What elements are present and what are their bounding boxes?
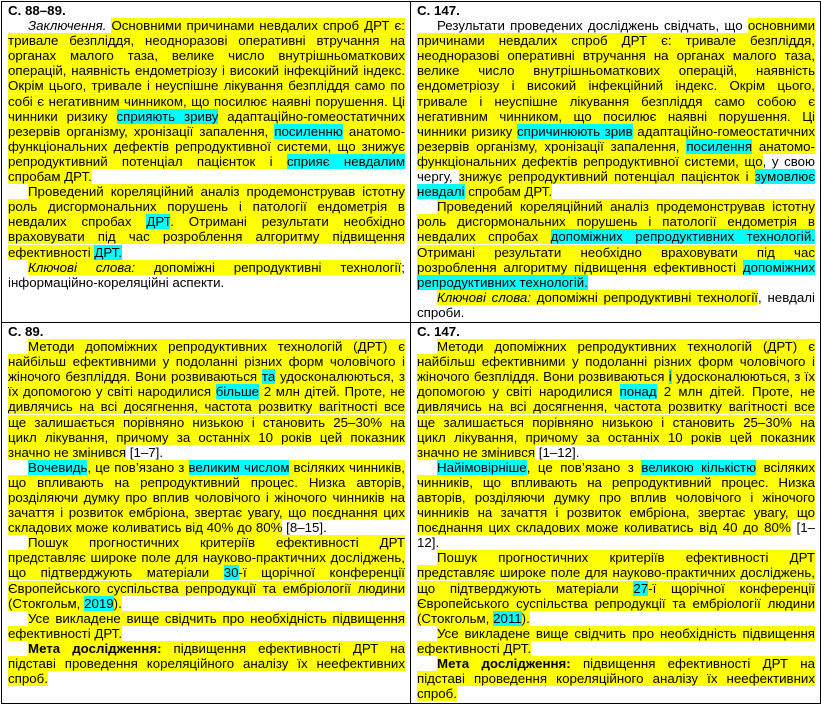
matching-text: допоміжні репродуктивні технології bbox=[135, 259, 402, 275]
paragraph bbox=[8, 535, 405, 610]
matching-text: Мета дослідження: bbox=[437, 656, 571, 672]
changed-text: сприяють зриву bbox=[116, 108, 219, 124]
matching-text: адаптаційно-гомеостатичних резервів організму, хронізації запалення, bbox=[8, 108, 405, 139]
matching-text: всіляких чинників, що впливають на репродуктивний процес. Низка авторів, розділяючи думку про вплив чоловічого і жіночого чинників на зачаття і розвиток ембріона, звертає увагу, що поєднання цих складових може коливатись від 40 до 80% bbox=[417, 459, 815, 536]
matching-text: ). bbox=[521, 610, 530, 626]
matching-text: адаптаційно-гомеостатичних резервів організму, хронізації запалення, bbox=[417, 123, 815, 154]
matching-text: удосконалюються, з їх допомогою у світі народилися bbox=[417, 369, 815, 400]
paragraph bbox=[417, 290, 815, 320]
plain-text: [1–12]. bbox=[417, 520, 816, 551]
changed-text: Вочевидь bbox=[28, 459, 88, 475]
matching-text: підвищення ефективності ДРТ на підставі проведення кореляційного аналізу їх неефективних спроб. bbox=[8, 640, 405, 687]
plain-text: [1–7]. bbox=[126, 444, 164, 460]
paragraph bbox=[417, 199, 815, 290]
cell-text bbox=[417, 339, 815, 701]
cell-text bbox=[417, 18, 815, 320]
matching-text: підвищення ефективності ДРТ на підставі проведення кореляційного аналізу їх неефективних спроб. bbox=[417, 656, 815, 702]
changed-text: Найімовірніше bbox=[437, 459, 527, 475]
plain-text: ; інформаційно-кореляційні аспекти. bbox=[8, 259, 405, 290]
matching-text: Проведений кореляційний аналіз продемонстрував істотну роль дисгормональних порушень і патології ендометрія в невдалих спробах bbox=[8, 184, 405, 230]
matching-text: , це пов’язано з bbox=[87, 459, 189, 475]
source-page-label: С. 147. bbox=[417, 323, 460, 339]
paragraph bbox=[417, 656, 815, 701]
comparison-table bbox=[1, 1, 821, 704]
paragraph bbox=[417, 460, 815, 551]
plain-text: Заключення. bbox=[28, 18, 112, 34]
matching-text: Методи допоміжних репродуктивних технологій (ДРТ) є найбільш ефективними у подоланні різних форм чоловічого і жіночого безпліддя. Вони розвиваються bbox=[8, 339, 405, 385]
matching-text: ). bbox=[113, 595, 122, 611]
matching-text: Проведений кореляційний аналіз продемонстрував істотну роль дисгормональних порушень і патології ендометрія в невдалих спробах bbox=[417, 199, 815, 245]
paragraph bbox=[417, 339, 815, 460]
changed-text: ДРТ bbox=[146, 214, 171, 230]
right-cell bbox=[411, 322, 821, 703]
matching-text: -ї щорічної конференції Європейського суспільства репродукції та ембріології людини (Стокгольм, bbox=[8, 565, 405, 611]
changed-text: посиленню bbox=[274, 123, 343, 139]
matching-text: Ключові слова: bbox=[437, 289, 531, 305]
matching-text: всіляких чинників, що впливають на репродуктивний процес. Низка авторів, розділяючи думку про вплив чоловічого і жіночого чинників на зачаття і розвиток ембріона, звертає увагу, що поєднання цих складових може коливатись від 40% до 80% bbox=[8, 459, 405, 536]
changed-text: зумовлює невдалі bbox=[417, 169, 815, 200]
left-cell bbox=[2, 2, 411, 323]
matching-text: анатомо-функціональних дефектів репродуктивної системи, що bbox=[417, 138, 815, 169]
source-page-label: С. 88–89. bbox=[8, 3, 66, 18]
left-cell bbox=[2, 322, 411, 703]
matching-text: знижує репродуктивний потенціал пацієнток і bbox=[458, 169, 755, 185]
matching-text: Основними причинами невдалих спроб ДРТ є: тривале безпліддя, неодноразові оперативні втручання на органах малого таза, велике число внутрішньоматкових операцій, наявність ендометріозу і високий інфекційний індекс. Окрім цього, тривале і неуспішне лікування безпліддя само по собі є негативним чинником, що посилює наявні порушення. Ці чинники ризику bbox=[8, 18, 405, 124]
plain-text: , у свою чергу, bbox=[417, 153, 816, 185]
matching-text: Усе викладене вище свідчить про необхідність підвищення ефективності ДРТ. bbox=[417, 625, 815, 656]
plain-text: [1–12]. bbox=[535, 444, 580, 460]
matching-text: Методи допоміжних репродуктивних технологій (ДРТ) є найбільш ефективними у подоланні різних форм чоловічого і жіночого безпліддя. Вони розвиваються bbox=[417, 339, 815, 385]
matching-text: Мета дослідження: bbox=[28, 640, 162, 656]
matching-text: , це пов’язано з bbox=[526, 459, 642, 475]
paragraph bbox=[8, 641, 405, 686]
cell-text bbox=[8, 339, 405, 686]
matching-text: удосконалюються, з їх допомогою у світі народилися bbox=[8, 369, 405, 400]
matching-text: анатомо-функціональних дефектів репродуктивної системи, що знижує репродуктивний потенціал пацієнток і bbox=[8, 123, 405, 169]
paragraph bbox=[8, 460, 405, 535]
changed-text: посилення bbox=[686, 138, 753, 154]
source-page-label: С. 89. bbox=[8, 323, 44, 339]
changed-text: допоміжних репродуктивних технологій. bbox=[417, 259, 815, 290]
matching-text: Пошук прогностичних критеріїв ефективності ДРТ представляє широке поле для науково-практичних досліджень, що підтверджують матеріали bbox=[8, 535, 405, 581]
changed-text: ДРТ. bbox=[94, 244, 123, 260]
changed-text: спричинюють зрив bbox=[516, 123, 633, 139]
paragraph bbox=[8, 339, 405, 460]
changed-text: понад bbox=[619, 384, 657, 400]
matching-text: спробам ДРТ. bbox=[464, 184, 553, 200]
paragraph bbox=[8, 18, 405, 184]
paragraph bbox=[8, 184, 405, 259]
right-cell bbox=[411, 2, 821, 323]
changed-text: 2011 bbox=[493, 610, 522, 626]
matching-text: Ключові слова: bbox=[28, 259, 136, 275]
table-row bbox=[2, 2, 821, 323]
paragraph bbox=[417, 550, 815, 625]
source-page-label: С. 147. bbox=[417, 3, 460, 18]
matching-text: . Отримані результати необхідно враховувати під час розроблення алгоритму підвищення ефективності bbox=[8, 214, 405, 260]
changed-text: сприяє невдалим bbox=[286, 153, 405, 169]
cell-text bbox=[8, 18, 405, 290]
matching-text: Отримані результати необхідно враховувати під час розроблення алгоритму підвищення ефективності bbox=[417, 244, 815, 275]
plain-text: Результати проведених досліджень свідчать, що bbox=[437, 18, 748, 34]
matching-text: -ї щорічної конференції Європейського суспільства репродукції та ембріології людини (Стокгольм, bbox=[417, 580, 815, 626]
changed-text: більше bbox=[215, 384, 260, 400]
matching-text: основними причинами невдалих спроб ДРТ є: тривале безпліддя, неодноразові оперативні втручання на органах малого таза, велике число внутрішньоматкових операцій, наявність ендометріозу і високий інфекційний індекс. Окрім цього, тривале і неуспішне лікування безпліддя само собою є негативним чинником, що посилює наявні порушення. Ці чинники ризику bbox=[417, 18, 815, 139]
changed-text: та bbox=[261, 369, 276, 385]
matching-text: Усе викладене вище свідчить про необхідність підвищення ефективності ДРТ. bbox=[8, 610, 405, 641]
matching-text: спробам ДРТ. bbox=[8, 169, 92, 185]
changed-text: і bbox=[668, 369, 672, 385]
changed-text: великою кількістю bbox=[641, 459, 757, 475]
changed-text: допоміжних репродуктивних технологій. bbox=[550, 229, 815, 245]
changed-text: 2019 bbox=[84, 595, 114, 611]
changed-text: 27 bbox=[633, 580, 649, 596]
plain-text: , невдалі спроби. bbox=[417, 289, 815, 320]
paragraph bbox=[417, 18, 815, 199]
paragraph bbox=[417, 626, 815, 656]
matching-text: допоміжні репродуктивні технології bbox=[530, 289, 758, 305]
paragraph bbox=[8, 611, 405, 641]
changed-text: 30 bbox=[223, 565, 239, 581]
matching-text: Пошук прогностичних критеріїв ефективності ДРТ представляє широке поле для науково-практичних досліджень, що підтверджують матеріали bbox=[417, 550, 815, 596]
table-row bbox=[2, 322, 821, 703]
matching-text: 2 млн дітей. Проте, не дивлячись на всі досягнення, частота розвитку вагітності все ще залишається порівняно низькою і становить 25–30% на цикл лікування, причому за останніх 10 років цей показник значно не змінився bbox=[417, 384, 815, 460]
paragraph bbox=[8, 260, 405, 290]
plain-text: [8–15]. bbox=[282, 520, 327, 536]
matching-text: 2 млн дітей. Проте, не дивлячись на всі досягнення, частота розвитку вагітності все ще залишається порівняно низькою і становить 25–30% на цикл лікування, причому за останніх 10 років цей показник значно не змінився bbox=[8, 384, 405, 460]
changed-text: великим числом bbox=[188, 459, 290, 475]
